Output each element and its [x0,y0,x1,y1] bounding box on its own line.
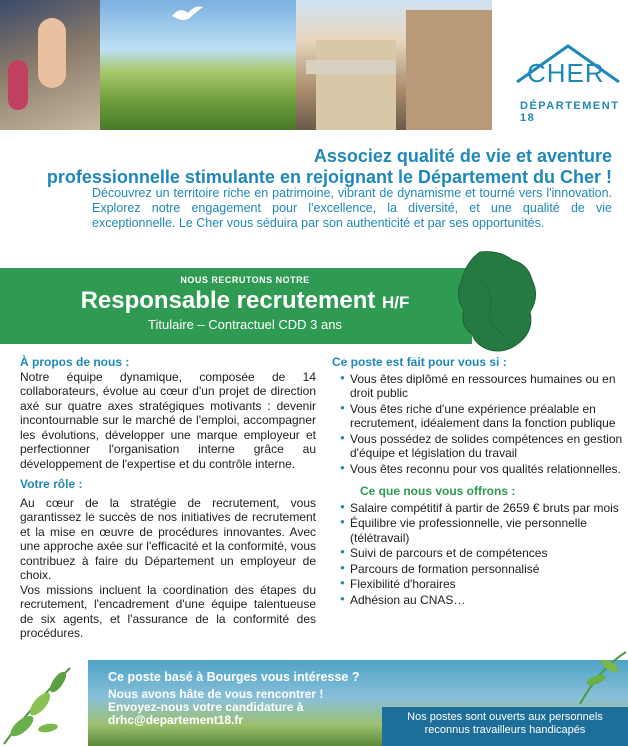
photo-runners [0,0,100,130]
list-item: ● Vous possédez de solides compétences en gestion d'équipe et législation du travail [332,432,628,461]
job-title-text: Responsable recrutement [80,287,376,314]
accessibility-notice [382,711,628,737]
leaf-branch-icon [560,648,628,708]
job-title [0,287,490,315]
list-item: ● Équilibre vie professionnelle, vie personnelle (télétravail) [332,516,628,545]
list-item: ● Vous êtes reconnu pour vos qualités relationnelles. [332,462,628,477]
contract-type: Titulaire – Contractuel CDD 3 ans [148,317,342,332]
offer-heading: Ce que nous vous offrons : [360,484,516,498]
photo-countryside [100,0,296,130]
application-email-link[interactable]: drhc@departement18.fr [108,713,244,727]
footer-line-2: Envoyez-nous votre candidature à [108,700,304,714]
list-item: ● Flexibilité d'horaires [332,577,628,592]
offer-list [332,501,628,608]
photo-old-town-street [296,0,492,130]
right-column [332,355,628,608]
list-item: ● Vous êtes diplômé en ressources humaines ou en droit public [332,372,628,401]
notice-line-2: reconnus travailleurs handicapés [424,724,586,736]
headline [12,146,612,188]
role-text-1: Au cœur de la stratégie de recrutement, vous garantissez le succès de nos initiatives de recrutement et la mise en œuvre de procédures innovantes. Avec une approche axée sur l'efficacité et la conformité, vous contribuez à faire du Département un employeur de choix. [20,495,316,582]
list-item: ● Vous êtes riche d'une expérience préalable en recrutement, idéalement dans la fonction publique [332,402,628,431]
headline-line-2: professionnelle stimulante en rejoignant le Département du Cher ! [46,167,612,187]
banner-kicker: NOUS RECRUTONS NOTRE [180,275,310,285]
profile-heading: Ce poste est fait pour vous si : [332,355,507,369]
about-text: Notre équipe dynamique, composée de 14 collaborateurs, évolue au cœur d'un projet de direction axé sur quatre axes stratégiques motivants : devenir incontournable sur le marché de l'emploi, accompagner les évolutions, développer une marque employeur et perfectionner l'organisation interne grâce au développement de l'expertise et du contrôle interne. [20,369,316,471]
intro-paragraph: Découvrez un territoire riche en patrimoine, vibrant de dynamisme et tourné vers l'innovation. Explorez notre engagement pour l'excellence, la diversité, et une qualité de vie exceptionnelle. Le Cher vous séduira par son authenticité et par ses opportunités. [92,186,612,230]
list-item: ● Adhésion au CNAS… [332,593,628,608]
list-item: ● Parcours de formation personnalisé [332,562,628,577]
timber-house [406,10,492,130]
about-heading: À propos de nous : [20,355,130,369]
job-title-suffix: H/F [382,293,410,312]
timber-house [316,40,396,130]
logo-subtitle: DÉPARTEMENT 18 [520,100,620,124]
awning [306,60,396,74]
headline-line-1: Associez qualité de vie et aventure [313,146,612,166]
left-column [20,355,316,641]
notice-line-1: Nos postes sont ouverts aux personnels [407,711,603,723]
role-heading: Votre rôle : [20,477,83,491]
footer-line-1: Nous avons hâte de vous rencontrer ! [108,687,324,701]
list-item: ● Salaire compétitif à partir de 2659 € bruts par mois [332,501,628,516]
list-item: ● Suivi de parcours et de compétences [332,546,628,561]
footer-question: Ce poste basé à Bourges vous intéresse ? [108,670,360,684]
logo-name: CHER [527,58,605,88]
runner-figure [8,60,28,110]
dove-icon [170,4,204,24]
role-text-2: Vos missions incluent la coordination des étapes du recrutement, l'encadrement d'une équipe talentueuse de six agents, et l'assurance de la conformité des procédures. [20,582,316,640]
profile-list [332,372,628,477]
runner-figure [38,18,66,88]
